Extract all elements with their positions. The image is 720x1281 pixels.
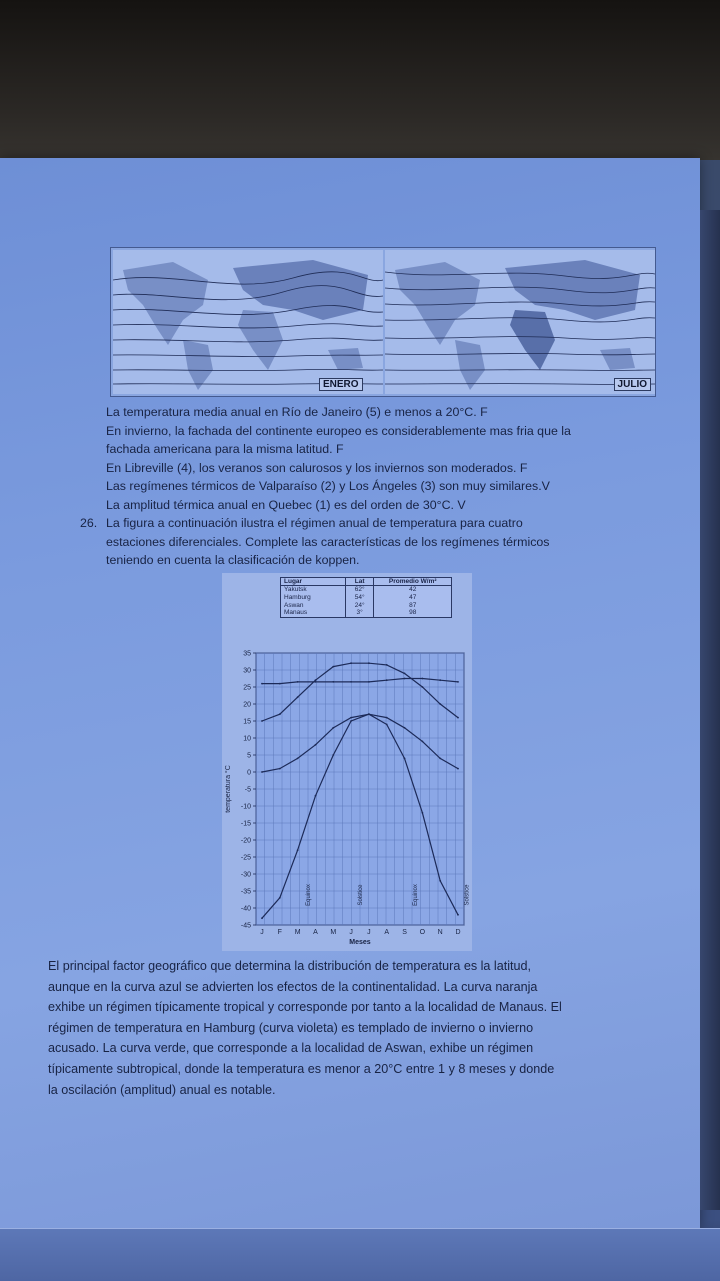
map-july [385, 250, 655, 394]
series-point-4 [421, 812, 423, 814]
table-row [281, 602, 451, 610]
statement-line: La temperatura media anual en Río de Janeiro (5) e menos a 20°C. F [106, 405, 488, 419]
series-point-2 [404, 673, 406, 675]
x-tick-label: J [349, 929, 353, 936]
x-tick-label: M [294, 929, 301, 936]
cell-lat: 3° [345, 609, 374, 617]
series-point-3 [332, 727, 334, 729]
table-row [281, 594, 451, 602]
map-july-graphic [385, 250, 655, 394]
series-point-3 [457, 768, 459, 770]
x-axis-label: Meses [349, 939, 371, 946]
question-line: estaciones diferenciales. Complete las características de los regímenes térmicos [106, 534, 550, 549]
paper-shadow-edge [700, 210, 720, 1210]
y-tick-label: 35 [243, 650, 251, 658]
next-sheet-edge [0, 1228, 720, 1281]
y-tick-label: -35 [240, 888, 251, 896]
y-tick-label: -45 [240, 922, 251, 930]
cell-lugar: Aswan [284, 601, 304, 609]
series-point-1 [261, 683, 263, 685]
x-tick-label: N [437, 929, 443, 936]
conclusion-line: acusado. La curva verde, que corresponde a la localidad de Aswan, exhibe un régimen [48, 1041, 534, 1056]
map-january-graphic [113, 250, 383, 394]
cell-promedio: 98 [373, 609, 451, 617]
season-annotation: Solstice [464, 884, 471, 906]
statement-line: En invierno, la fachada del continente europeo es considerablemente mas fria que la [106, 423, 571, 438]
series-point-1 [279, 683, 281, 685]
series-point-2 [368, 662, 370, 664]
desk-background [0, 0, 720, 160]
series-point-3 [404, 727, 406, 729]
question-number: 26. [80, 516, 98, 530]
temperature-regime-figure [222, 573, 472, 951]
conclusion-line: régimen de temperatura en Hamburg (curva violeta) es templado de invierno o invierno [48, 1020, 534, 1035]
series-point-4 [439, 880, 441, 882]
series-point-2 [457, 717, 459, 719]
cell-lugar: Hamburg [284, 593, 311, 601]
stations-table [280, 577, 452, 618]
conclusion-line: exhibe un régimen típicamente tropical y corresponde por tanto a la localidad de Manaus. El [48, 1000, 562, 1015]
question-26 [80, 514, 660, 570]
x-tick-label: S [402, 929, 407, 936]
y-tick-label: -40 [240, 905, 251, 913]
cell-lugar: Manaus [284, 609, 308, 617]
y-tick-label: -15 [240, 820, 251, 828]
y-axis-label: temperatura °C [225, 765, 232, 813]
cell-lat: 54° [345, 594, 374, 602]
x-tick-label: J [367, 929, 371, 936]
series-point-3 [315, 744, 317, 746]
conclusion-line: la oscilación (amplitud) anual es notable. [48, 1082, 276, 1097]
series-point-4 [368, 713, 370, 715]
cell-promedio: 42 [373, 586, 451, 594]
series-point-4 [386, 724, 388, 726]
header-promedio: Promedio W/m² [373, 578, 451, 585]
series-point-2 [439, 703, 441, 705]
table-row [281, 609, 451, 617]
conclusion-paragraph [48, 956, 648, 1100]
cell-lat: 24° [345, 602, 374, 610]
series-point-1 [457, 681, 459, 683]
series-point-4 [404, 758, 406, 760]
series-point-1 [332, 681, 334, 683]
x-tick-label: D [455, 929, 461, 936]
map-july-label: JULIO [614, 378, 651, 391]
series-point-2 [297, 696, 299, 698]
x-tick-label: O [419, 929, 426, 936]
series-point-2 [315, 679, 317, 681]
statement-line: La amplitud térmica anual en Quebec (1) es del orden de 30°C. V [106, 497, 466, 512]
series-point-1 [421, 678, 423, 680]
isotherm-maps [110, 247, 656, 397]
series-point-2 [350, 662, 352, 664]
y-tick-label: -30 [240, 871, 251, 879]
series-point-4 [297, 849, 299, 851]
series-point-4 [350, 720, 352, 722]
series-point-3 [421, 741, 423, 743]
series-point-1 [368, 681, 370, 683]
series-point-1 [439, 679, 441, 681]
y-tick-label: 0 [247, 769, 251, 777]
map-january-label: ENERO [319, 378, 363, 391]
y-tick-label: 15 [243, 718, 251, 726]
y-tick-label: 5 [247, 752, 251, 760]
series-point-3 [350, 717, 352, 719]
x-tick-label: M [330, 929, 337, 936]
header-lat: Lat [345, 578, 374, 585]
series-point-3 [439, 758, 441, 760]
x-tick-label: J [260, 929, 264, 936]
statement-line: Las regímenes térmicos de Valparaíso (2) y Los Ángeles (3) son muy similares.V [106, 479, 550, 494]
series-point-3 [297, 758, 299, 760]
series-point-2 [386, 664, 388, 666]
y-tick-label: 30 [243, 667, 251, 675]
table-row [281, 586, 451, 594]
season-annotation: Equinox [413, 884, 420, 906]
series-point-1 [297, 681, 299, 683]
series-point-1 [350, 681, 352, 683]
y-tick-label: 10 [243, 735, 251, 743]
conclusion-line: típicamente subtropical, donde la temperatura es menor a 20°C entre 1 y 8 meses y donde [48, 1061, 555, 1076]
table-header [281, 578, 451, 586]
series-point-2 [421, 686, 423, 688]
y-tick-label: -10 [240, 803, 251, 811]
x-tick-label: A [384, 929, 390, 936]
statement-line: En Libreville (4), los veranos son calurosos y los inviernos son moderados. F [106, 460, 528, 475]
temperature-chart [222, 649, 472, 949]
series-point-3 [386, 717, 388, 719]
series-point-1 [404, 678, 406, 680]
y-tick-label: -25 [240, 854, 251, 862]
series-point-4 [261, 917, 263, 919]
header-lugar: Lugar [284, 578, 303, 585]
question-line: La figura a continuación ilustra el régimen anual de temperatura para cuatro [106, 516, 523, 530]
series-point-3 [279, 768, 281, 770]
conclusion-line: aunque en la curva azul se advierten los efectos de la continentalidad. La curva naranja [48, 979, 538, 994]
statement-line: fachada americana para la misma latitud. F [106, 442, 344, 457]
x-tick-label: A [313, 929, 318, 936]
question-line: teniendo en cuenta la clasificación de koppen. [106, 553, 360, 568]
conclusion-line: El principal factor geográfico que determina la distribución de temperatura es la latitud, [48, 959, 532, 973]
season-annotation: Solstice [357, 884, 364, 906]
map-january [113, 250, 383, 394]
y-tick-label: -20 [240, 837, 251, 845]
cell-promedio: 47 [373, 594, 451, 602]
series-point-4 [315, 795, 317, 797]
series-point-4 [279, 897, 281, 899]
statements-block [106, 403, 666, 515]
cell-lat: 62° [345, 586, 374, 594]
cell-promedio: 87 [373, 602, 451, 610]
y-tick-label: -5 [244, 786, 251, 794]
x-tick-label: F [277, 929, 282, 936]
series-point-1 [386, 679, 388, 681]
y-tick-label: 25 [243, 684, 251, 692]
cell-lugar: Yakutsk [284, 586, 307, 593]
series-point-2 [261, 720, 263, 722]
series-point-2 [279, 713, 281, 715]
season-annotation: Equinox [306, 884, 313, 906]
series-point-4 [457, 914, 459, 916]
series-point-2 [332, 666, 334, 668]
y-tick-label: 20 [243, 701, 251, 709]
series-point-4 [332, 754, 334, 756]
series-point-3 [261, 771, 263, 773]
